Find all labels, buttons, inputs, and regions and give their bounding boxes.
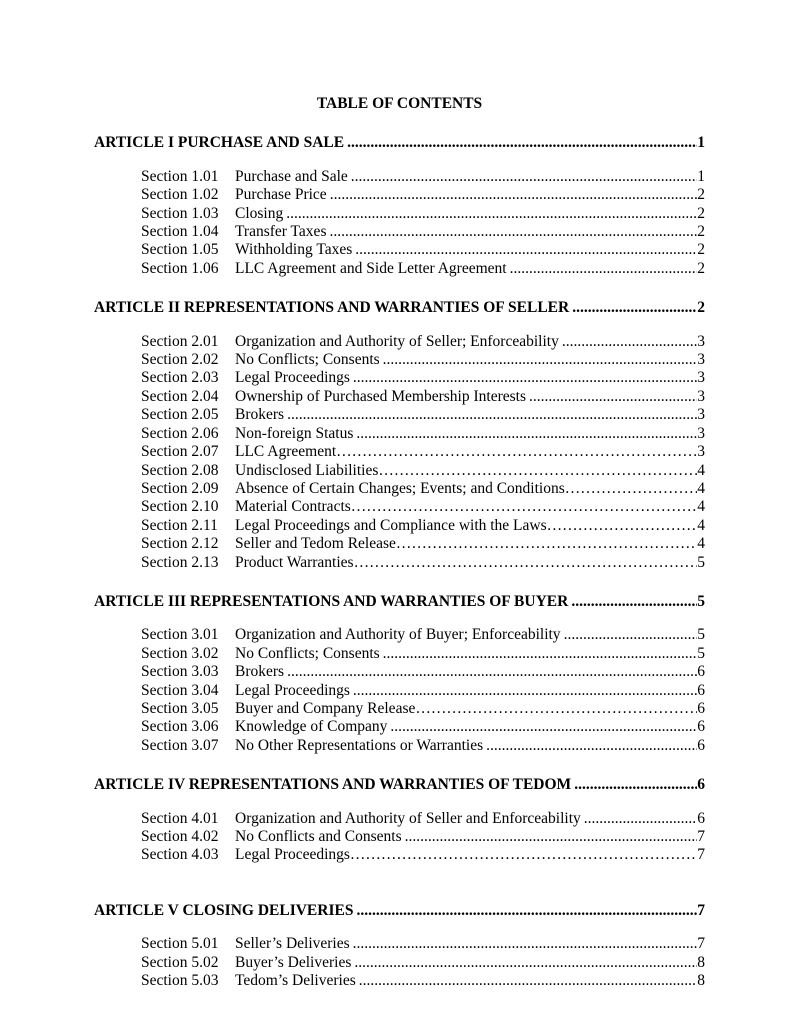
dot-leader [355,241,697,259]
page-number: 1 [697,167,705,185]
dot-leader [396,535,697,553]
dot-leader [574,776,697,794]
section-label: Section 2.07 [141,443,219,461]
section-row [141,388,705,406]
section-title: Organization and Authority of Seller; Enforceability [235,332,559,350]
section-row [141,223,705,241]
section-title: Tedom’s Deliveries [235,972,356,990]
page-number: 6 [697,681,705,699]
section-title: LLC Agreement [235,443,337,461]
section-title: No Other Representations or Warranties [235,736,484,754]
toc-article [94,902,705,991]
dot-leader [356,902,697,920]
page-number: 6 [697,776,705,794]
dot-leader [383,645,698,663]
page-number: 7 [697,901,705,919]
page-number: 2 [697,299,705,317]
page-number: 4 [697,461,705,479]
page-number: 3 [697,406,705,424]
section-title: Purchase and Sale [235,167,348,185]
page-number: 2 [697,259,705,277]
section-label: Section 2.09 [141,479,219,497]
dot-leader [378,462,697,480]
section-title: Legal Proceedings [235,681,350,699]
toc-article [94,776,705,865]
page-number: 5 [697,644,705,662]
section-title: No Conflicts; Consents [235,644,380,662]
page-number: 2 [697,186,705,204]
section-label: Section 1.05 [141,241,219,259]
section-row [141,498,705,516]
section-row [141,168,705,186]
section-title: Product Warranties [235,553,354,571]
section-row [141,554,705,572]
dot-leader [353,369,697,387]
dot-leader [562,333,697,351]
section-title: Organization and Authority of Seller and Enforceability [235,809,581,827]
section-label: Section 1.01 [141,167,219,185]
section-label: Section 2.02 [141,351,219,369]
section-row [141,517,705,535]
section-row [141,260,705,278]
section-label: Section 1.02 [141,186,219,204]
article-heading-text: ARTICLE IV REPRESENTATIONS AND WARRANTIES OF TEDOM [94,776,572,794]
section-title: Buyer and Company Release [235,699,416,717]
section-title: Seller and Tedom Release [235,535,396,553]
page-number: 3 [697,424,705,442]
section-title: Legal Proceedings [235,369,350,387]
section-title: Undisclosed Liabilities [235,461,379,479]
dot-leader [287,663,697,681]
dot-leader [286,205,697,223]
section-row [141,425,705,443]
section-title: LLC Agreement and Side Letter Agreement [235,259,507,277]
page-number: 6 [697,809,705,827]
page-number: 3 [697,387,705,405]
section-label: Section 2.10 [141,498,219,516]
section-title: Brokers [235,406,285,424]
section-title: No Conflicts; Consents [235,351,380,369]
section-label: Section 2.08 [141,461,219,479]
toc [94,134,705,990]
dot-leader [350,846,697,864]
section-row [141,810,705,828]
section-title: Organization and Authority of Buyer; Enforceability [235,626,561,644]
section-label: Section 2.11 [141,516,218,534]
article-heading-row [94,593,705,611]
section-row [141,406,705,424]
section-row [141,333,705,351]
article-heading-row [94,776,705,794]
section-title: Closing [235,204,284,222]
article-heading-text: ARTICLE II REPRESENTATIONS AND WARRANTIES OF SELLER [94,299,570,317]
section-row [141,954,705,972]
dot-leader [486,737,697,755]
section-label: Section 3.05 [141,699,219,717]
section-label: Section 2.03 [141,369,219,387]
section-label: Section 3.06 [141,718,219,736]
dot-leader [353,682,697,700]
section-label: Section 1.04 [141,223,219,241]
page-number: 7 [697,846,705,864]
section-label: Section 4.01 [141,809,219,827]
toc-article [94,299,705,572]
section-label: Section 2.05 [141,406,219,424]
dot-leader [330,186,698,204]
section-row [141,626,705,644]
dot-leader [359,972,698,990]
dot-leader [510,260,698,278]
section-label: Section 2.01 [141,332,219,350]
section-label: Section 3.03 [141,663,219,681]
section-row [141,205,705,223]
page-title: TABLE OF CONTENTS [316,95,483,112]
section-label: Section 3.07 [141,736,219,754]
dot-leader [287,406,697,424]
dot-leader [354,954,697,972]
section-row [141,828,705,846]
dot-leader [415,700,697,718]
article-heading-row [94,299,705,317]
article-heading-text: ARTICLE III REPRESENTATIONS AND WARRANTIES OF BUYER [94,592,569,610]
page-number: 6 [697,718,705,736]
dot-leader [329,223,697,241]
section-row [141,682,705,700]
section-title: Purchase Price [235,186,327,204]
toc-article [94,593,705,755]
section-title: Knowledge of Company [235,718,388,736]
section-label: Section 4.03 [141,846,219,864]
article-heading-text: ARTICLE I PURCHASE AND SALE [94,134,345,152]
page-number: 5 [697,592,705,610]
dot-leader [356,425,697,443]
dot-leader [390,718,697,736]
dot-leader [572,299,697,317]
article-heading-row [94,902,705,920]
section-title: Legal Proceedings and Compliance with the Laws [235,516,547,534]
page-number: 4 [697,535,705,553]
dot-leader [584,810,697,828]
dot-leader [354,554,698,572]
dot-leader [351,498,697,516]
dot-leader [405,828,698,846]
section-label: Section 1.06 [141,259,219,277]
dot-leader [547,517,698,535]
dot-leader [564,626,698,644]
page-number: 6 [697,699,705,717]
dot-leader [383,351,698,369]
page-number: 5 [697,553,705,571]
section-row [141,718,705,736]
section-title: Seller’s Deliveries [235,935,350,953]
section-label: Section 3.01 [141,626,219,644]
section-row [141,935,705,953]
page-number: 7 [697,935,705,953]
section-row [141,700,705,718]
section-title: Absence of Certain Changes; Events; and Conditions [235,479,565,497]
section-title: Brokers [235,663,285,681]
section-label: Section 5.03 [141,972,219,990]
page-number: 7 [697,828,705,845]
section-label: Section 3.02 [141,644,219,662]
section-title: Buyer’s Deliveries [235,953,352,971]
page-number: 2 [697,204,705,222]
page-number: 2 [697,223,705,241]
dot-leader [565,480,698,498]
dot-leader [529,388,697,406]
dot-leader [347,134,697,152]
section-row [141,645,705,663]
section-row [141,443,705,461]
page-number: 3 [697,351,705,369]
page-number: 3 [697,332,705,350]
section-label: Section 3.04 [141,681,219,699]
section-row [141,535,705,553]
page-number: 4 [697,498,705,516]
section-label: Section 5.02 [141,953,219,971]
section-title: Ownership of Purchased Membership Interests [235,387,526,405]
page-number: 8 [697,972,705,990]
section-row [141,241,705,259]
section-label: Section 2.12 [141,535,219,553]
page-number: 3 [697,369,705,387]
page-number: 4 [697,516,705,534]
section-title: Transfer Taxes [235,223,327,241]
page-number: 3 [697,443,705,461]
section-row [141,369,705,387]
article-heading-text: ARTICLE V CLOSING DELIVERIES [94,901,354,919]
page-number: 6 [697,663,705,681]
section-title: Material Contracts [235,498,351,516]
section-label: Section 2.13 [141,553,219,571]
toc-article [94,134,705,278]
section-label: Section 1.03 [141,204,219,222]
dot-leader [571,593,697,611]
page-number: 6 [697,736,705,754]
dot-leader [353,935,698,953]
page-number: 8 [697,953,705,971]
section-row [141,737,705,755]
dot-leader [351,168,697,186]
section-label: Section 2.06 [141,424,219,442]
section-title: Non-foreign Status [235,424,354,442]
section-row [141,351,705,369]
section-row [141,480,705,498]
page-number: 2 [697,241,705,259]
section-title: Legal Proceedings [235,846,350,864]
section-row [141,972,705,990]
section-row [141,846,705,864]
section-title: No Conflicts and Consents [235,828,402,845]
dot-leader [336,443,697,461]
section-label: Section 5.01 [141,935,219,953]
section-row [141,663,705,681]
section-title: Withholding Taxes [235,241,353,259]
page-number: 4 [697,479,705,497]
section-label: Section 2.04 [141,387,219,405]
article-heading-row [94,134,705,152]
section-row [141,186,705,204]
section-row [141,462,705,480]
page-number: 1 [697,134,705,152]
section-label: Section 4.02 [141,828,219,845]
page-number: 5 [697,626,705,644]
